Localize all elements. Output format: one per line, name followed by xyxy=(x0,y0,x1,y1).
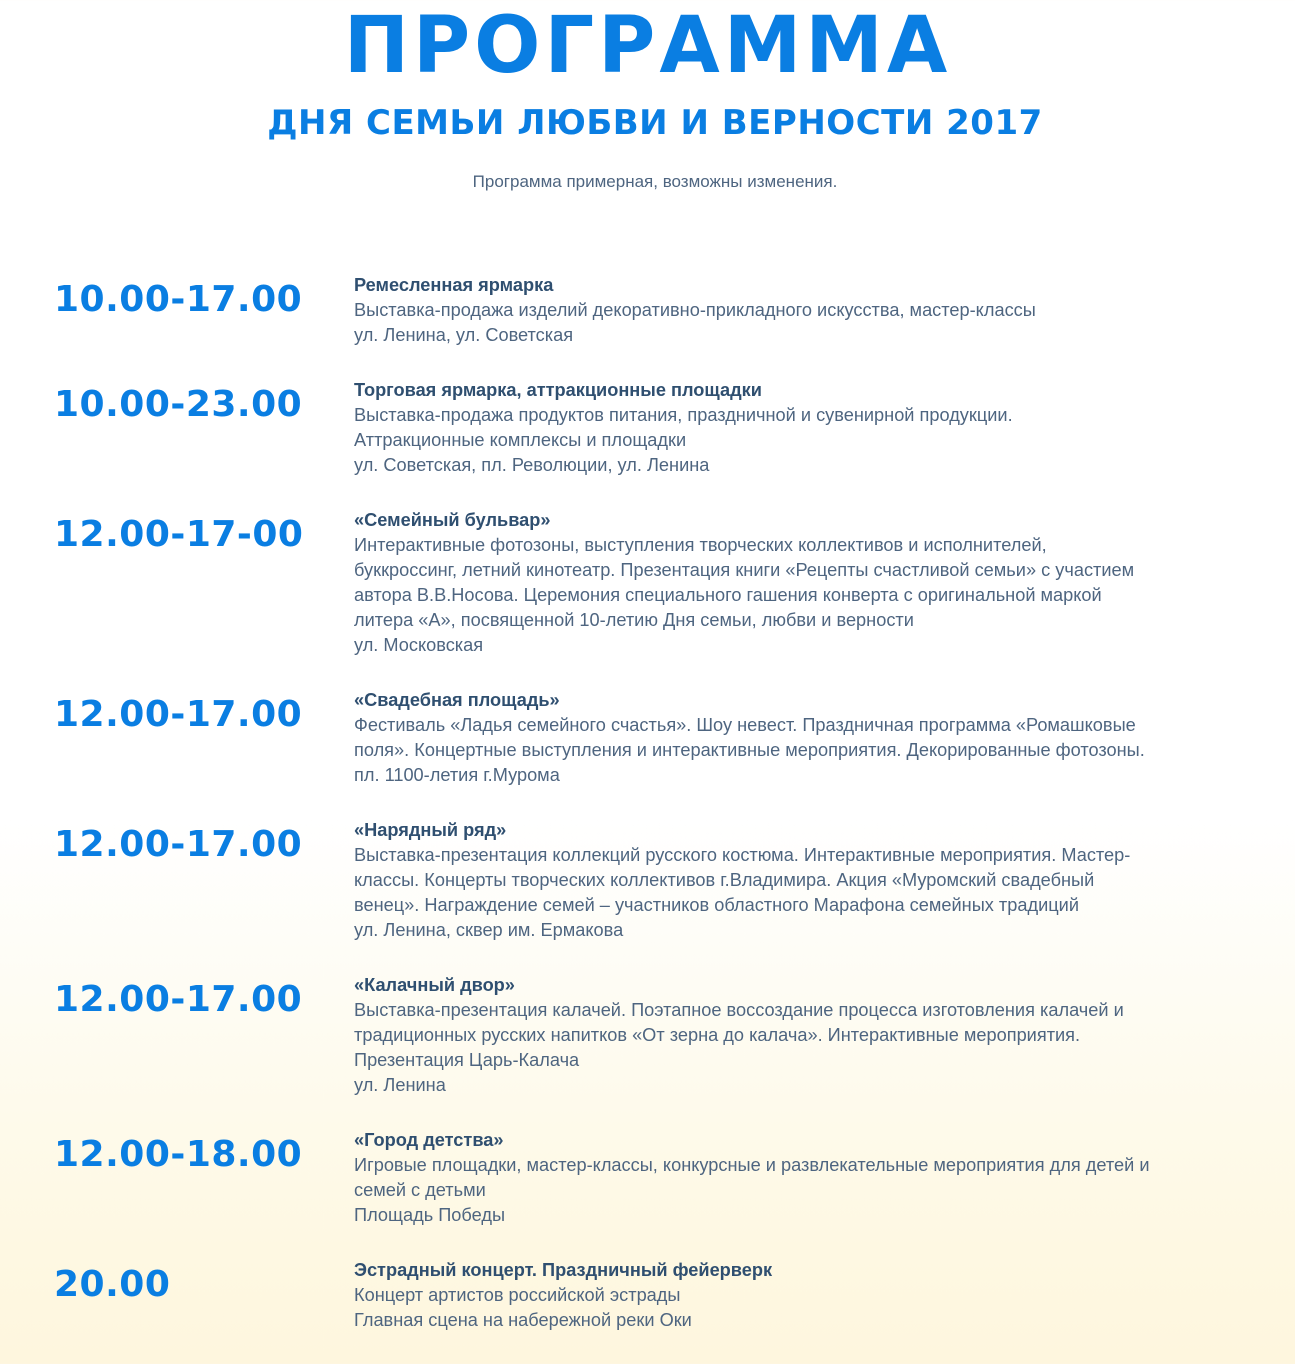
event-title: «Свадебная площадь» xyxy=(354,690,560,710)
event-time: 12.00-17.00 xyxy=(54,979,303,1020)
event-location: ул. Ленина, сквер им. Ермакова xyxy=(354,920,624,940)
event-title: «Калачный двор» xyxy=(354,975,515,995)
event-description-line: Выставка-презентация калачей. Поэтапное воссоздание процесса изготовления калачей и xyxy=(354,1000,1124,1020)
event-title: «Нарядный ряд» xyxy=(354,820,507,840)
event-description-line: литера «А», посвященной 10-летию Дня семьи, любви и верности xyxy=(354,610,914,630)
event-location: Площадь Победы xyxy=(354,1205,506,1225)
event-title: Ремесленная ярмарка xyxy=(354,275,554,295)
event-description-line: Интерактивные фотозоны, выступления творческих коллективов и исполнителей, xyxy=(354,535,1047,555)
event-description-line: автора В.В.Носова. Церемония специального гашения конверта с оригинальной маркой xyxy=(354,585,1102,605)
event-location: ул. Ленина xyxy=(354,1075,446,1095)
event-description-line: Презентация Царь-Калача xyxy=(354,1050,580,1070)
event-time: 10.00-23.00 xyxy=(54,384,303,425)
event-location: ул. Московская xyxy=(354,635,484,655)
event-location: пл. 1100-летия г.Мурома xyxy=(354,765,560,785)
event-location: Главная сцена на набережной реки Оки xyxy=(354,1310,692,1330)
event-time: 12.00-18.00 xyxy=(54,1134,303,1175)
event-info xyxy=(354,688,1264,788)
event-description-line: поля». Концертные выступления и интерактивные мероприятия. Декорированные фотозоны. xyxy=(354,740,1145,760)
event-description-line: Игровые площадки, мастер-классы, конкурсные и развлекательные мероприятия для детей и xyxy=(354,1155,1150,1175)
event-info xyxy=(354,973,1264,1098)
event-description-line: Концерт артистов российской эстрады xyxy=(354,1285,681,1305)
page-subtitle: ДНЯ СЕМЬИ ЛЮБВИ И ВЕРНОСТИ 2017 xyxy=(267,103,1043,143)
event-description-line: Аттракционные комплексы и площадки xyxy=(354,430,687,450)
event-time: 20.00 xyxy=(54,1264,171,1305)
event-description-line: Фестиваль «Ладья семейного счастья». Шоу невест. Праздничная программа «Ромашковые xyxy=(354,715,1136,735)
event-description-line: Выставка-продажа продуктов питания, праздничной и сувенирной продукции. xyxy=(354,405,1013,425)
disclaimer-note: Программа примерная, возможны изменения. xyxy=(472,172,838,191)
event-info xyxy=(354,818,1264,943)
event-info xyxy=(354,273,1264,348)
event-description-line: семей с детьми xyxy=(354,1180,486,1200)
event-description-line: Выставка-продажа изделий декоративно-прикладного искусства, мастер-классы xyxy=(354,300,1036,320)
event-info xyxy=(354,1258,1264,1333)
event-location: ул. Ленина, ул. Советская xyxy=(354,325,574,345)
event-description-line: Выставка-презентация коллекций русского костюма. Интерактивные мероприятия. Мастер- xyxy=(354,845,1131,865)
event-time: 12.00-17.00 xyxy=(54,694,303,735)
event-title: Эстрадный концерт. Праздничный фейерверк xyxy=(354,1260,773,1280)
event-location: ул. Советская, пл. Революции, ул. Ленина xyxy=(354,455,710,475)
event-title: «Город детства» xyxy=(354,1130,504,1150)
event-description-line: венец». Награждение семей – участников областного Марафона семейных традиций xyxy=(354,895,1079,915)
event-time: 12.00-17-00 xyxy=(54,514,304,555)
event-time: 10.00-17.00 xyxy=(54,279,303,320)
event-info xyxy=(354,1128,1264,1228)
event-description-line: классы. Концерты творческих коллективов г.Владимира. Акция «Муромский свадебный xyxy=(354,870,1095,890)
event-time: 12.00-17.00 xyxy=(54,824,303,865)
event-title: «Семейный бульвар» xyxy=(354,510,551,530)
page-title: ПРОГРАММА xyxy=(343,1,952,91)
event-description-line: традиционных русских напитков «От зерна до калача». Интерактивные мероприятия. xyxy=(354,1025,1081,1045)
event-description-line: буккроссинг, летний кинотеатр. Презентация книги «Рецепты счастливой семьи» с участием xyxy=(354,560,1135,580)
event-title: Торговая ярмарка, аттракционные площадки xyxy=(354,380,762,400)
event-info xyxy=(354,508,1264,658)
event-info xyxy=(354,378,1264,478)
